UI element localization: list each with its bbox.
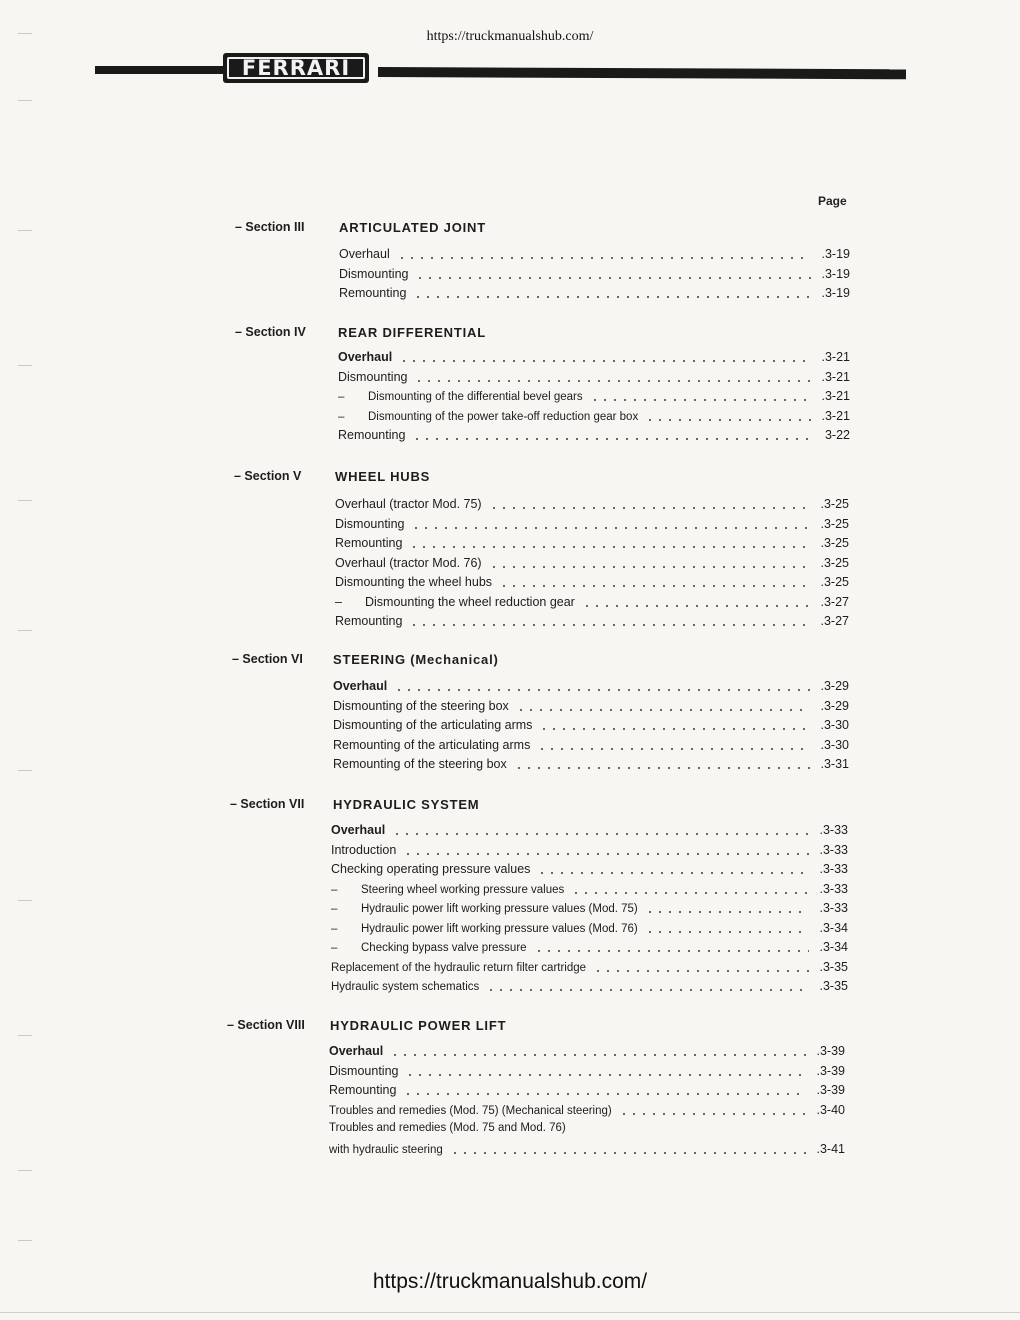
entry-page: .3-39 [816, 1083, 845, 1097]
margin-mark [18, 230, 32, 231]
toc-entry[interactable] [329, 1103, 845, 1123]
entry-page: .3-25 [820, 555, 849, 570]
entry-page: .3-19 [821, 286, 850, 300]
toc-entry[interactable] [338, 409, 850, 429]
margin-mark [18, 1035, 32, 1036]
leader-dots [489, 565, 810, 569]
entry-page: .3-25 [820, 497, 849, 511]
entry-page: .3-34 [819, 940, 848, 954]
toc-entry[interactable] [329, 1142, 845, 1162]
margin-mark [18, 365, 32, 366]
leader-dots [413, 295, 811, 299]
entry-page: 3-22 [824, 428, 850, 442]
entry-text: Troubles and remedies (Mod. 75) (Mechanical steering) [329, 1104, 612, 1117]
leader-dots [582, 604, 810, 608]
leader-dots [537, 747, 810, 751]
page-edge [0, 1312, 1020, 1313]
header-url[interactable]: https://truckmanualshub.com/ [426, 29, 594, 44]
toc-entry[interactable] [329, 1083, 845, 1103]
entry-text: Dismounting [335, 516, 405, 531]
entry-text: Remounting [338, 428, 406, 442]
entry-page: .3-39 [816, 1044, 845, 1058]
entry-text: Dismounting of the articulating arms [333, 718, 533, 732]
leader-dots [399, 359, 811, 363]
entry-text: Remounting of the steering box [333, 757, 507, 771]
entry-page: .3-33 [819, 862, 848, 876]
section-label: – Section IV [235, 325, 306, 339]
entry-page: .3-31 [820, 757, 849, 771]
toc-entry[interactable] [335, 536, 849, 556]
leader-dots [516, 708, 810, 712]
section-label: – Section VIII [227, 1018, 305, 1032]
entry-page: .3-25 [820, 516, 849, 531]
section-label: – Section III [235, 220, 305, 234]
toc-entry[interactable] [335, 575, 849, 595]
logo-text: FERRARI [227, 57, 365, 79]
entry-page: .3-41 [816, 1141, 845, 1156]
toc-entry[interactable] [338, 350, 850, 370]
section-label: – Section V [234, 469, 302, 483]
entry-text: Overhaul [339, 247, 390, 261]
entry-text: Introduction [331, 842, 397, 857]
toc-entry[interactable] [338, 428, 850, 448]
entry-page: .3-39 [816, 1063, 845, 1078]
entry-text: – Dismounting of the differential bevel gears [338, 391, 587, 403]
toc-entry[interactable] [339, 267, 850, 287]
toc-entry[interactable] [329, 1064, 845, 1084]
section-title: REAR DIFFERENTIAL [338, 325, 486, 340]
entry-page: .3-35 [819, 979, 848, 993]
toc-entry[interactable] [338, 370, 850, 390]
entry-page: .3-35 [819, 959, 848, 974]
toc-entry[interactable] [333, 718, 849, 738]
page-column-label: Page [818, 194, 847, 208]
entry-page: .3-25 [820, 575, 849, 589]
leader-dots [539, 727, 810, 731]
leader-dots [392, 832, 809, 836]
leader-dots [499, 584, 810, 588]
entry-text: Dismounting of the steering box [333, 698, 509, 713]
toc-entry[interactable] [333, 738, 849, 758]
ferrari-logo [223, 53, 369, 83]
entry-text: Overhaul [331, 823, 386, 837]
toc-entry [329, 1122, 845, 1142]
entry-page: .3-27 [820, 594, 849, 609]
toc-entry[interactable] [335, 614, 849, 634]
toc-entry[interactable] [339, 286, 850, 306]
entry-page: .3-19 [821, 266, 850, 281]
entry-text: Replacement of the hydraulic return filter cartridge [331, 961, 587, 974]
header-rule-right [378, 67, 906, 79]
leader-dots [403, 1092, 806, 1096]
toc-entry[interactable] [331, 862, 848, 882]
toc-entry[interactable] [333, 699, 849, 719]
margin-mark [18, 630, 32, 631]
leader-dots [645, 910, 809, 914]
entry-text: – Hydraulic power lift working pressure values (Mod. 75) [331, 903, 642, 915]
margin-mark [18, 500, 32, 501]
leader-dots [619, 1112, 806, 1116]
leader-dots [450, 1151, 806, 1155]
entry-text: Remounting [335, 614, 403, 628]
entry-text: – Hydraulic power lift working pressure values (Mod. 76) [331, 923, 642, 935]
margin-mark [18, 1240, 32, 1241]
toc-entry[interactable] [331, 823, 848, 843]
toc-entry[interactable] [338, 389, 850, 409]
entry-page: .3-33 [819, 842, 848, 857]
toc-entry[interactable] [335, 595, 849, 615]
entry-page: .3-21 [821, 408, 850, 423]
leader-dots [590, 398, 811, 402]
entry-text: Remounting [339, 286, 407, 300]
entry-page: .3-27 [820, 614, 849, 628]
entry-text: Remounting [335, 536, 403, 550]
entry-page: .3-29 [820, 698, 849, 713]
entry-text: Overhaul (tractor Mod. 75) [335, 497, 482, 511]
entry-text: with hydraulic steering [329, 1143, 443, 1156]
leader-dots [414, 379, 811, 383]
toc-entry[interactable] [331, 979, 848, 999]
entry-page: .3-33 [819, 823, 848, 837]
entry-page: .3-29 [820, 679, 849, 693]
entry-page: .3-40 [816, 1102, 845, 1117]
toc-entry[interactable] [335, 497, 849, 517]
leader-dots [394, 688, 810, 692]
leader-dots [593, 969, 809, 973]
entry-text: – Dismounting the wheel reduction gear [335, 595, 579, 609]
entry-text: – Checking bypass valve pressure [331, 942, 531, 954]
toc-entry[interactable] [335, 556, 849, 576]
header-rule-left [95, 66, 223, 74]
toc-entry[interactable] [331, 940, 848, 960]
leader-dots [390, 1053, 806, 1057]
toc-entry[interactable] [331, 843, 848, 863]
leader-dots [411, 526, 810, 530]
section-title: HYDRAULIC POWER LIFT [330, 1018, 507, 1033]
leader-dots [514, 766, 810, 770]
toc-entry[interactable] [333, 679, 849, 699]
entry-page: .3-33 [819, 901, 848, 915]
entry-text: – Dismounting of the power take-off reduction gear box [338, 411, 642, 423]
entry-text: Checking operating pressure values [331, 862, 531, 876]
leader-dots [403, 852, 809, 856]
margin-mark [18, 100, 32, 101]
leader-dots [409, 545, 810, 549]
toc-entry[interactable] [329, 1044, 845, 1064]
entry-text: Dismounting [338, 369, 408, 384]
entry-page: .3-21 [821, 350, 850, 364]
entry-page: .3-25 [820, 536, 849, 550]
leader-dots [534, 949, 809, 953]
leader-dots [486, 988, 809, 992]
entry-text: Overhaul [333, 679, 388, 693]
toc-entry[interactable] [331, 921, 848, 941]
section-title: STEERING (Mechanical) [333, 652, 499, 667]
leader-dots [415, 276, 811, 280]
leader-dots [397, 256, 811, 260]
leader-dots [405, 1073, 806, 1077]
section-label: – Section VI [232, 652, 303, 666]
leader-dots [571, 891, 809, 895]
leader-dots [489, 506, 810, 510]
entry-page: .3-19 [821, 247, 850, 261]
section-title: ARTICULATED JOINT [339, 220, 486, 235]
entry-page: .3-34 [819, 920, 848, 935]
entry-text: – Steering wheel working pressure values [331, 884, 568, 896]
toc-entry[interactable] [339, 247, 850, 267]
toc-entry[interactable] [335, 517, 849, 537]
section-title: HYDRAULIC SYSTEM [333, 797, 480, 812]
footer-url[interactable]: https://truckmanualshub.com/ [372, 1270, 648, 1293]
entry-text: Troubles and remedies (Mod. 75 and Mod. 76) [329, 1122, 566, 1134]
entry-page: .3-21 [821, 389, 850, 403]
entry-text: Overhaul (tractor Mod. 76) [335, 555, 482, 570]
entry-text: Overhaul [329, 1044, 384, 1058]
entry-text: Remounting of the articulating arms [333, 737, 531, 752]
toc-entry[interactable] [331, 960, 848, 980]
entry-text: Overhaul [338, 350, 393, 364]
entry-text: Dismounting [339, 266, 409, 281]
entry-page: .3-30 [820, 737, 849, 752]
leader-dots [537, 871, 809, 875]
entry-text: Dismounting [329, 1063, 399, 1078]
leader-dots [645, 930, 809, 934]
margin-mark [18, 1170, 32, 1171]
entry-page: .3-33 [819, 881, 848, 896]
entry-text: Remounting [329, 1083, 397, 1097]
toc-entry[interactable] [331, 901, 848, 921]
entry-text: Dismounting the wheel hubs [335, 575, 493, 589]
leader-dots [409, 623, 810, 627]
margin-mark [18, 770, 32, 771]
margin-mark [18, 33, 32, 34]
margin-mark [18, 900, 32, 901]
toc-entry[interactable] [331, 882, 848, 902]
entry-page: .3-21 [821, 369, 850, 384]
toc-entry[interactable] [333, 757, 849, 777]
leader-dots [412, 437, 811, 441]
leader-dots [645, 418, 811, 422]
section-title: WHEEL HUBS [335, 469, 431, 484]
entry-text: Hydraulic system schematics [331, 981, 480, 993]
entry-page: .3-30 [820, 718, 849, 732]
section-label: – Section VII [230, 797, 305, 811]
